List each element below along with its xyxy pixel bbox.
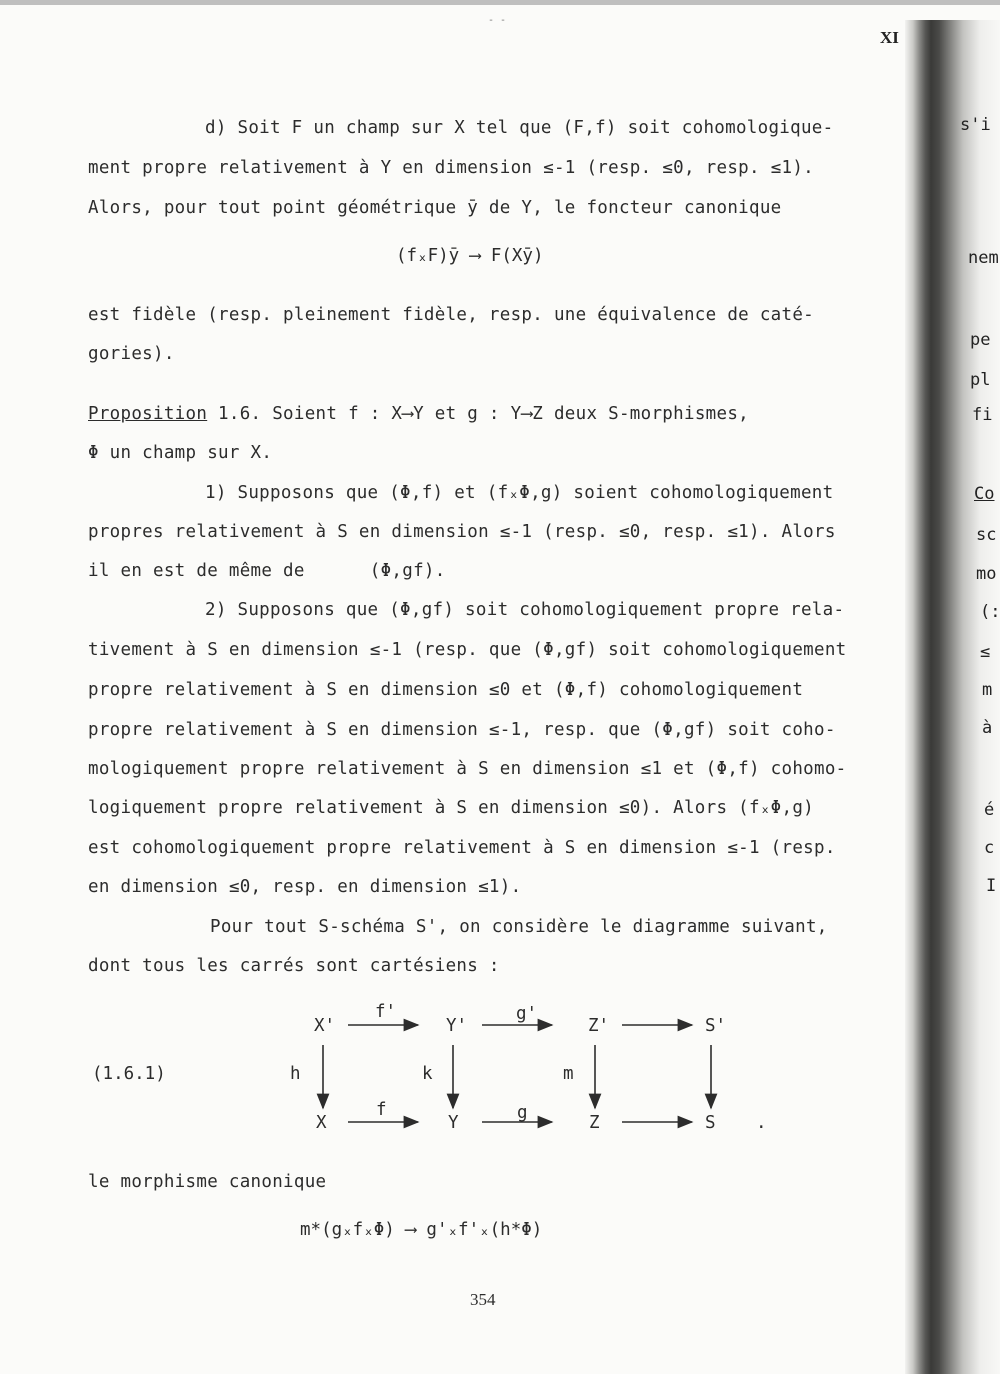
paragraph-line: d) Soit F un champ sur X tel que (F,f) soit cohomologique- (205, 118, 834, 138)
header-smudge: - - (488, 15, 507, 26)
diagram-node: S (705, 1113, 716, 1133)
paragraph-line: propre relativement à S en dimension ≤-1, resp. que (Φ,gf) soit coho- (88, 720, 836, 740)
paragraph-line: 2) Supposons que (Φ,gf) soit cohomologiquement propre rela- (205, 600, 845, 620)
paragraph-line: Φ un champ sur X. (88, 443, 273, 463)
edge-fragment: pe (970, 330, 991, 350)
diagram-end-dot: . (756, 1113, 767, 1133)
paragraph-line: tivement à S en dimension ≤-1 (resp. que (Φ,gf) soit cohomologiquement (88, 640, 847, 660)
edge-fragment: m (982, 680, 993, 700)
diagram-node: Y' (446, 1016, 468, 1036)
paragraph-line: propre relativement à S en dimension ≤0 et (Φ,f) cohomologiquement (88, 680, 804, 700)
diagram-node: X (316, 1113, 327, 1133)
paragraph-line: en dimension ≤0, resp. en dimension ≤1). (88, 877, 522, 897)
diagram-node: Z' (588, 1016, 610, 1036)
edge-fragment: ≤ (980, 642, 991, 662)
diagram-node: S' (705, 1016, 727, 1036)
paragraph-line: propres relativement à S en dimension ≤-1 (resp. ≤0, resp. ≤1). Alors (88, 522, 836, 542)
edge-fragment: c (984, 838, 995, 858)
arrow-label: f (376, 1100, 387, 1120)
proposition-title: Proposition (88, 404, 208, 424)
diagram-node: X' (314, 1016, 336, 1036)
formula-fiber: (fₓF)ȳ ⟶ F(Xȳ) (396, 246, 544, 266)
paragraph-line: est fidèle (resp. pleinement fidèle, resp. une équivalence de caté- (88, 305, 815, 325)
arrow-label: m (563, 1064, 574, 1084)
paragraph-line: le morphisme canonique (88, 1172, 327, 1192)
paragraph-line: mologiquement propre relativement à S en dimension ≤1 et (Φ,f) cohomo- (88, 759, 847, 779)
paragraph-line: dont tous les carrés sont cartésiens : (88, 956, 500, 976)
paragraph-line: est cohomologiquement propre relativement à S en dimension ≤-1 (resp. (88, 838, 836, 858)
arrow-label: g (517, 1103, 528, 1123)
edge-fragment: é (984, 800, 995, 820)
edge-fragment: mo (976, 564, 997, 584)
diagram-arrows (60, 1000, 780, 1140)
page-number: 354 (470, 1290, 496, 1309)
edge-fragment: nem (968, 248, 999, 268)
scan-top-rule (0, 0, 1000, 5)
edge-fragment: Co (974, 484, 995, 504)
paragraph-line: Pour tout S-schéma S', on considère le diagramme suivant, (210, 917, 828, 937)
edge-fragment: fi (972, 405, 993, 425)
edge-fragment: sc (976, 525, 997, 545)
proposition-heading (88, 404, 749, 424)
edge-fragment: I (986, 876, 997, 896)
arrow-label: g' (516, 1004, 538, 1024)
paragraph-line: Alors, pour tout point géométrique ȳ de Y, le foncteur canonique (88, 198, 782, 218)
diagram-node: Y (448, 1113, 459, 1133)
arrow-label: f' (375, 1002, 397, 1022)
diagram-node: Z (589, 1113, 600, 1133)
diagram-label: (1.6.1) (92, 1064, 166, 1084)
arrow-label: h (290, 1064, 301, 1084)
paragraph-line: 1) Supposons que (Φ,f) et (fₓΦ,g) soient cohomologiquement (205, 483, 834, 503)
arrow-label: k (422, 1064, 433, 1084)
formula-canonical-morphism: m*(gₓfₓΦ) ⟶ g'ₓf'ₓ(h*Φ) (300, 1220, 543, 1240)
corner-mark: XI (880, 28, 899, 47)
paragraph-line: il en est de même de (Φ,gf). (88, 561, 446, 581)
paragraph-line: logiquement propre relativement à S en dimension ≤0). Alors (fₓΦ,g) (88, 798, 815, 818)
edge-fragment: s'i (960, 115, 991, 135)
paragraph-line: gories). (88, 344, 175, 364)
edge-fragment: (: (980, 602, 1000, 622)
proposition-statement: 1.6. Soient f : X⟶Y et g : Y⟶Z deux S-morphismes, (207, 404, 749, 424)
paragraph-line: ment propre relativement à Y en dimension ≤-1 (resp. ≤0, resp. ≤1). (88, 158, 815, 178)
edge-fragment: à (982, 718, 993, 738)
edge-fragment: pl (970, 370, 991, 390)
